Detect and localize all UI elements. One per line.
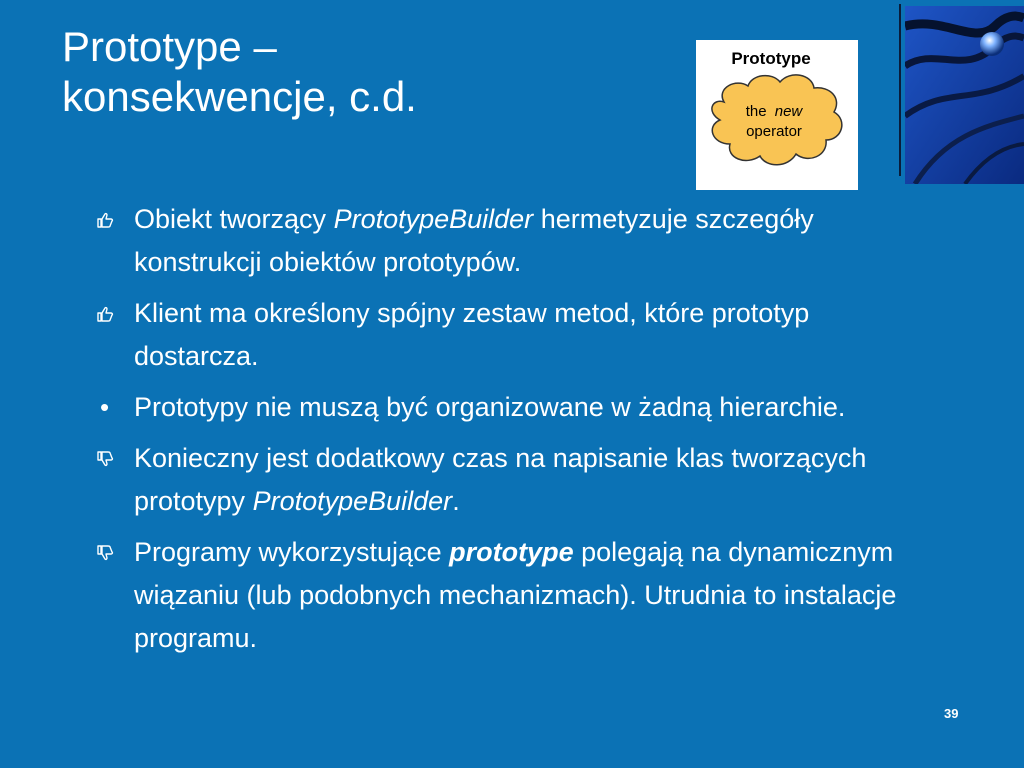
prototype-pattern-logo bbox=[696, 40, 858, 190]
bullet-text: Klient ma określony spójny zestaw metod, które prototyp dostarcza. bbox=[134, 298, 810, 371]
thumbs-up-icon bbox=[96, 198, 126, 241]
svg-text:the new bbox=[746, 103, 804, 120]
thumbs-down-icon bbox=[96, 437, 126, 480]
corner-divider bbox=[899, 4, 901, 176]
bullet-text: Obiekt tworzący PrototypeBuilder hermetyzuje szczegóły konstrukcji obiektów prototypów. bbox=[134, 204, 814, 277]
cloud-word-operator: operator bbox=[746, 123, 802, 140]
slide-title-line-1: Prototype – bbox=[62, 23, 277, 70]
bullet-item bbox=[96, 531, 916, 660]
slide-title bbox=[62, 22, 417, 122]
cloud-illustration bbox=[696, 40, 858, 190]
cloud-word-the: the bbox=[745, 103, 767, 120]
bullet-list bbox=[96, 198, 916, 668]
bullet-item bbox=[96, 386, 916, 429]
decorative-swirl-icon bbox=[905, 6, 1024, 184]
bullet-item bbox=[96, 292, 916, 378]
logo-caption: Prototype bbox=[731, 49, 811, 68]
bullet-text: Prototypy nie muszą być organizowane w żadną hierarchie. bbox=[134, 392, 846, 422]
cloud-word-new: new bbox=[774, 103, 803, 120]
thumbs-up-icon bbox=[96, 292, 126, 335]
corner-decoration bbox=[905, 6, 1024, 184]
page-number: 39 bbox=[944, 706, 959, 721]
bullet-text: Konieczny jest dodatkowy czas na napisanie klas tworzących prototypy PrototypeBuilder. bbox=[134, 443, 867, 516]
slide-title-line-2: konsekwencje, c.d. bbox=[62, 73, 417, 120]
bullet-item bbox=[96, 198, 916, 284]
thumbs-down-icon bbox=[96, 531, 126, 574]
bullet-text: Programy wykorzystujące prototype polegają na dynamicznym wiązaniu (lub podobnych mechanizmach). Utrudnia to instalacje programu. bbox=[134, 537, 897, 653]
bullet-item bbox=[96, 437, 916, 523]
bullet-dot-icon: • bbox=[100, 392, 110, 422]
